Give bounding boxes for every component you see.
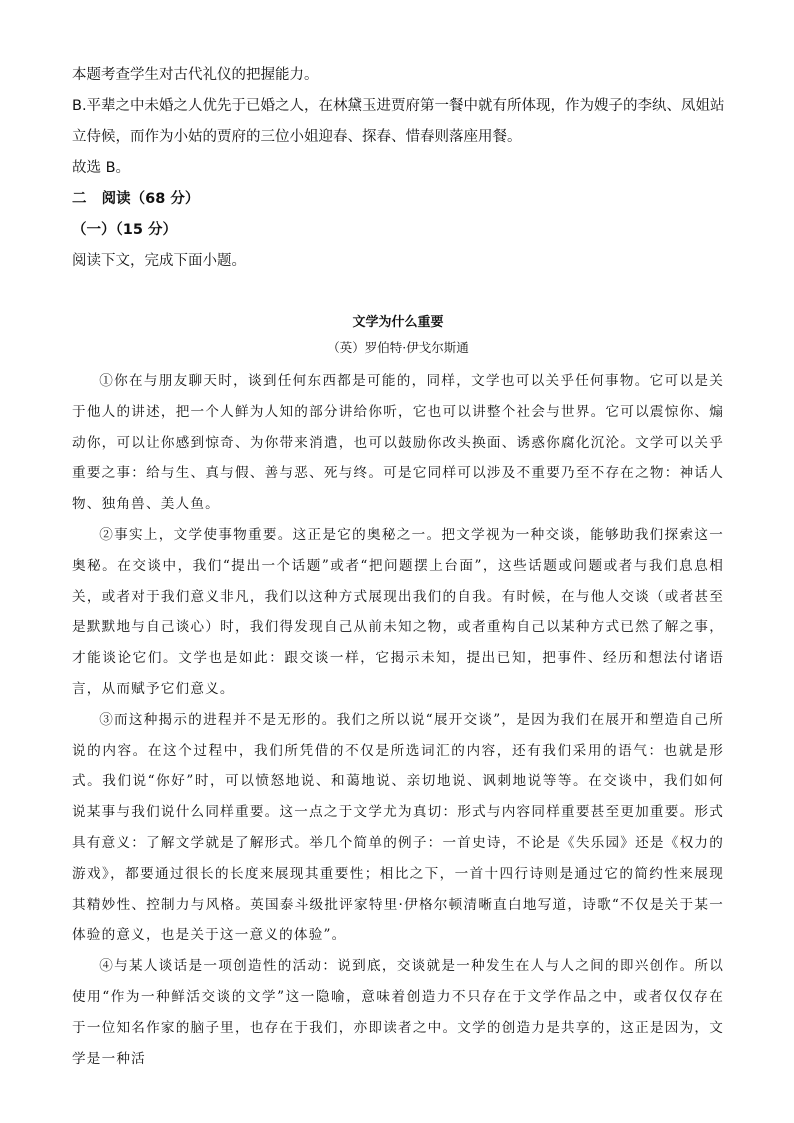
explanation-line: 本题考查学生对古代礼仪的把握能力。 <box>72 67 319 83</box>
subsection-heading: （一）（15 分） <box>72 222 177 238</box>
passage-paragraph-2: ②事实上，文学使事物重要。这正是它的奥秘之一。把文学视为一种交谈，能够助我们探索这一奥秘。在交谈中，我们“提出一个话题”或者“把问题摆上台面”，这些话题或问题或者与我们息息相关，或者对于我们意义非凡，我们以这种方式展现出我们的自我。有时候，在与他人交谈（或者甚至是默默地与自己谈心）时，我们得发现自己从前未知之物，或者重构自己以某种方式已然了解之事，才能谈论它们。文学也是如此：跟交谈一样，它揭示未知，提出已知，把事件、经历和想法付诸语言，从而赋予它们意义。 <box>72 526 724 697</box>
reading-instruction: 阅读下文，完成下面小题。 <box>72 253 246 269</box>
passage-author: （英）罗伯特·伊戈尔斯通 <box>327 340 469 355</box>
passage-paragraph-3: ③而这种揭示的进程并不是无形的。我们之所以说“展开交谈”，是因为我们在展开和塑造自己所说的内容。在这个过程中，我们所凭借的不仅是所选词汇的内容，还有我们采用的语气：也就是形式。我们说“你好”时，可以愤怒地说、和蔼地说、亲切地说、讽刺地说等等。在交谈中，我们如何说某事与我们说什么同样重要。这一点之于文学尤为真切：形式与内容同样重要甚至更加重要。形式具有意义：了解文学就是了解形式。举几个简单的例子：一首史诗，不论是《失乐园》还是《权力的游戏》，都要通过很长的长度来展现其重要性；相比之下，一首十四行诗则是通过它的简约性来展现其精妙性、控制力与风格。英国泰斗级批评家特里·伊格尔顿清晰直白地写道，诗歌“不仅是关于某一体验的意义，也是关于这一意义的体验”。 <box>72 711 724 944</box>
explanation-option-b: B.平辈之中未婚之人优先于已婚之人，在林黛玉进贾府第一餐中就有所体现，作为嫂子的李纨、凤姐站立侍候，而作为小姑的贾府的三位小姐迎春、探春、惜春则落座用餐。 <box>72 98 725 145</box>
answer-conclusion: 故选 B。 <box>72 160 131 176</box>
answer-explanation <box>72 60 727 277</box>
passage-paragraph-1: ①你在与朋友聊天时，谈到任何东西都是可能的，同样，文学也可以关乎任何事物。它可以是关于他人的讲述，把一个人鲜为人知的部分讲给你听，它也可以讲整个社会与世界。它可以震惊你、煽动你，可以让你感到惊奇、为你带来消遣，也可以鼓励你改头换面、诱惑你腐化沉沦。文学可以关乎重要之事：给与生、真与假、善与恶、死与终。可是它同样可以涉及不重要乃至不存在之物：神话人物、独角兽、美人鱼。 <box>72 373 724 513</box>
section-heading: 二 阅读（68 分） <box>72 191 200 207</box>
reading-passage <box>72 313 724 1074</box>
passage-paragraph-4: ④与某人谈话是一项创造性的活动：说到底，交谈就是一种发生在人与人之间的即兴创作。所以使用“作为一种鲜活交谈的文学”这一隐喻，意味着创造力不只存在于文学作品之中，或者仅仅存在于一位知名作家的脑子里，也存在于我们，亦即读者之中。文学的创造力是共享的，这正是因为，文学是一种活 <box>72 958 724 1067</box>
passage-title: 文学为什么重要 <box>352 315 444 330</box>
